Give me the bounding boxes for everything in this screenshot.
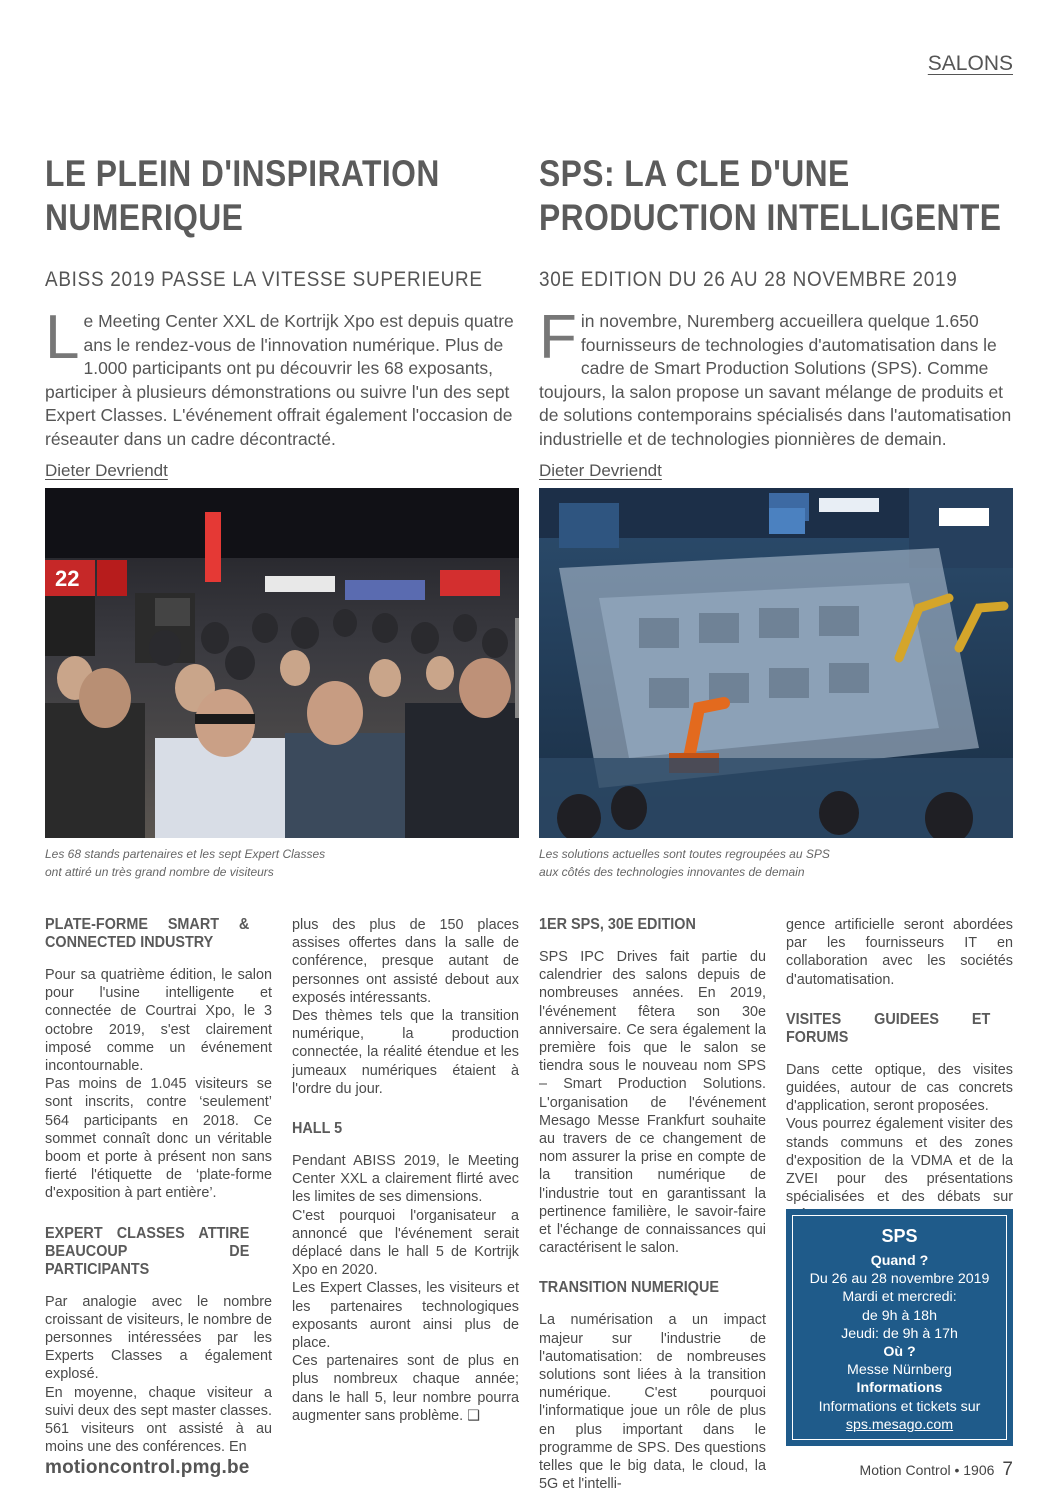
subheading: HALL 5 <box>292 1120 343 1138</box>
right-author-link[interactable]: Dieter Devriendt <box>539 461 662 480</box>
right-caption-line: aux côtés des technologies innovantes de demain <box>539 865 805 879</box>
right-photo-caption <box>539 845 869 881</box>
paragraph: Par analogie avec le nombre croissant de visiteurs, le nombre de personnes intéressées par les Experts Classes a également explosé. <box>45 1293 272 1383</box>
subheading: PLATE-FORME SMART & CONNECTED INDUSTRY <box>45 916 250 951</box>
right-article-subtitle: 30E EDITION DU 26 AU 28 NOVEMBRE 2019 <box>539 268 958 291</box>
info-text: Informations et tickets sur <box>818 1398 981 1415</box>
automation-hall-photo <box>539 488 1013 838</box>
right-article-intro <box>539 303 1014 451</box>
info-label: Informations <box>856 1380 943 1397</box>
left-author-link[interactable]: Dieter Devriendt <box>45 461 168 480</box>
page-number: 7 <box>1002 1459 1013 1480</box>
where-label: Où ? <box>883 1344 916 1361</box>
footer-website-link[interactable]: motioncontrol.pmg.be <box>45 1457 250 1478</box>
paragraph: Dans cette optique, des visites guidées, autour de cas concrets d'application, seront proposées. <box>786 1061 1013 1115</box>
left-article-subtitle: ABISS 2019 PASSE LA VITESSE SUPERIEURE <box>45 268 483 291</box>
subheading: EXPERT CLASSES ATTIRE BEAUCOUP DE PARTICIPANTS <box>45 1224 250 1278</box>
section-label: SALONS <box>927 52 1013 75</box>
paragraph: plus des plus de 150 places assises offertes dans la salle de conférence, presque autant de personnes ont assisté debout aux exposés intéressants. <box>292 917 519 1006</box>
left-intro-text: e Meeting Center XXL de Kortrijk Xpo est depuis quatre ans le rendez-vous de l'innovation numérique. Plus de 1.000 participants ont pu découvrir les 68 exposants, participer à plusieurs démonstrations ou suivre l'un des sept Expert Classes. L'événement offrait également l'occasion de réseauter dans un cadre décontracté. <box>45 311 514 449</box>
paragraph: La numérisation a un impact majeur sur l'industrie de l'automatisation: de nombreuses solutions sont liées à la transition numérique. C'est pourquoi l'informatique joue un rôle de plus en plus important dans le programme de SPS. Des questions telles que le big data, le cloud, la 5G et l'intelli- <box>539 1312 766 1493</box>
sps-website-link[interactable]: sps.mesago.com <box>845 1416 954 1433</box>
hours-tue-wed: de 9h à 18h <box>862 1307 937 1324</box>
right-article-column-1 <box>539 916 766 1493</box>
when-label: Quand ? <box>870 1253 929 1269</box>
expo-crowd-photo <box>45 488 519 838</box>
paragraph: Ces partenaires sont de plus en plus nombreux chaque année; dans le hall 5, leur nombre pourra augmenter sans problème. ❑ <box>292 1353 519 1424</box>
subheading: TRANSITION NUMERIQUE <box>539 1279 719 1297</box>
info-box-title: SPS <box>881 1226 918 1246</box>
subheading: VISITES GUIDEES ET FORUMS <box>786 1010 991 1046</box>
left-photo-caption <box>45 845 375 881</box>
when-dates: Du 26 au 28 novembre 2019 <box>809 1271 990 1288</box>
right-caption-line: Les solutions actuelles sont toutes regroupées au SPS <box>539 847 830 861</box>
right-intro-text: in novembre, Nuremberg accueillera quelque 1.650 fournisseurs de technologies d'automatisation dans le cadre de Smart Production Solutions (SPS). Comme toujours, la salon propose un savant mélange de produits et de solutions contemporains spécialisés dans l'automatisation industrielle et de technologies pionnières de demain. <box>539 311 1012 449</box>
paragraph: Pendant ABISS 2019, le Meeting Center XXL a clairement flirté avec les limites de ses dimensions. <box>292 1153 519 1206</box>
right-dropcap: F <box>539 303 577 372</box>
subheading: 1ER SPS, 30E EDITION <box>539 916 696 933</box>
left-caption-line: ont attiré un très grand nombre de visiteurs <box>45 865 274 879</box>
footer-magazine <box>860 1459 1013 1481</box>
days-thu: Jeudi: de 9h à 17h <box>841 1325 958 1342</box>
svg-text:22: 22 <box>55 566 80 591</box>
magazine-issue: Motion Control • 1906 <box>859 1462 995 1478</box>
paragraph: C'est pourquoi l'organisateur a annoncé que l'événement serait déplacé dans le hall 5 de Kortrijk Xpo en 2020. <box>292 1207 519 1279</box>
right-article-title: SPS: LA CLE D'UNE PRODUCTION INTELLIGENTE <box>539 153 1002 238</box>
sps-info-box <box>786 1209 1013 1446</box>
paragraph: Pas moins de 1.045 visiteurs se sont inscrits, contre ‘seulement’ 564 participants en 2018. Ce sommet connaît donc un véritable boom et porte à présent non sans fierté l'étiquette de ‘plate-forme d'exposition à part entière’. <box>45 1076 272 1202</box>
sps-info-box-inner <box>792 1215 1007 1440</box>
left-article-column-1 <box>45 916 272 1456</box>
paragraph: SPS IPC Drives fait partie du calendrier des salons depuis de nombreuses années. En 2019, l'événement fêtera son 30e anniversaire. Ce sera également la première fois que le salon se tiendra sous le nouveau nom SPS – Smart Production Solutions. L'organisation de l'événement Mesago Messe Frankfurt souhaite au travers de ce changement de nom assurer la prise en compte de la transition numérique de l'industrie tout en garantissant la pertinence familière, le savoir-faire et l'échange de connaissances qui caractérisent le salon. <box>539 949 766 1257</box>
where-venue: Messe Nürnberg <box>847 1362 952 1379</box>
right-article-column-2 <box>786 916 1013 1225</box>
paragraph: Pour sa quatrième édition, le salon pour l'usine intelligente et connectée de Courtrai Xpo, le 3 octobre 2019, s'est clairement imposé comme un événement incontournable. <box>45 967 272 1075</box>
paragraph: Les Expert Classes, les visiteurs et les partenaires technologiques exposants auront ainsi plus de place. <box>292 1280 519 1352</box>
days-tue-wed: Mardi et mercredi: <box>842 1289 957 1306</box>
left-article-column-2 <box>292 916 519 1425</box>
paragraph: Vous pourrez également visiter des stands communs et des zones d'exposition de la VDMA et de la ZVEI pour des présentations spécialisées et des débats sur <box>786 1116 1013 1206</box>
left-article-intro <box>45 303 520 451</box>
paragraph: En moyenne, chaque visiteur a suivi deux des sept master classes. 561 visiteurs ont assisté à au moins une des conférences. En <box>45 1384 272 1456</box>
paragraph: gence artificielle seront abordées par les fournisseurs IT en collaboration avec les sociétés d'automatisation. <box>786 917 1013 988</box>
left-article-title: LE PLEIN D'INSPIRATION NUMERIQUE <box>45 153 440 238</box>
paragraph: Des thèmes tels que la transition numérique, la production connectée, la réalité étendue et les jumeaux numériques étaient à l'ordre du jour. <box>292 1008 519 1097</box>
left-caption-line: Les 68 stands partenaires et les sept Expert Classes <box>45 847 326 861</box>
left-dropcap: L <box>45 303 80 372</box>
